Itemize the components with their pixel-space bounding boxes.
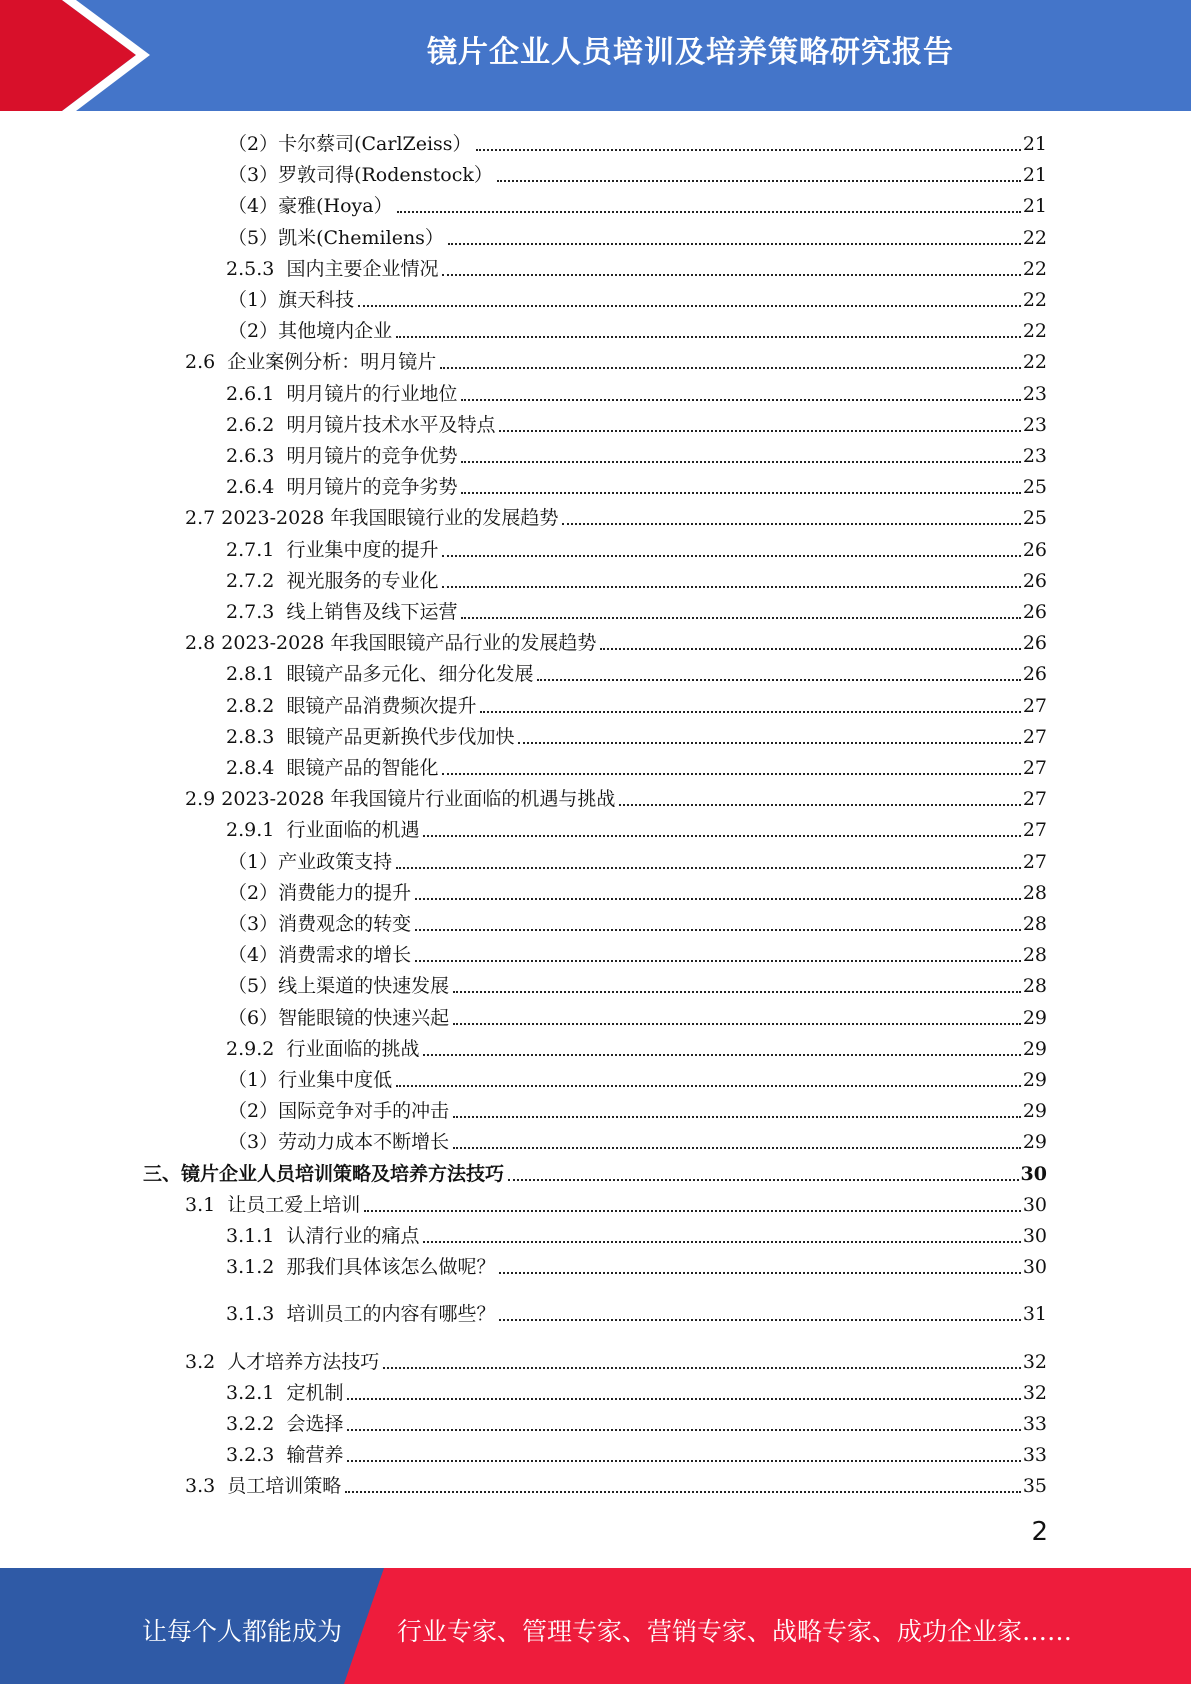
toc-entry-title: 智能眼镜的快速兴起: [278, 1006, 450, 1029]
toc-dot-leader: [480, 711, 1020, 713]
toc-entry-number: 2.8: [185, 632, 222, 655]
toc-entry-title: 让员工爱上培训: [227, 1193, 361, 1216]
toc-entry-title: 眼镜产品更新换代步伐加快: [286, 725, 515, 748]
toc-entry-page: 22: [1022, 257, 1047, 280]
toc-entry-page: 30: [1022, 1193, 1047, 1216]
toc-entry[interactable]: [228, 225, 1047, 251]
toc-entry-page: 30: [1022, 1225, 1047, 1247]
report-title: 镜片企业人员培训及培养策略研究报告: [427, 35, 954, 70]
toc-entry-title: 旗天科技: [278, 289, 355, 311]
toc-dot-leader: [453, 1116, 1021, 1118]
toc-entry[interactable]: [185, 349, 1047, 375]
toc-entry[interactable]: [226, 1442, 1047, 1468]
toc-dot-leader: [448, 243, 1021, 245]
toc-entry-number: 3.1.2: [226, 1256, 287, 1279]
toc-entry-number: 2.6.3: [226, 445, 287, 467]
toc-entry-number: 3.1.1: [226, 1225, 287, 1247]
toc-entry-number: （2）: [228, 133, 279, 155]
toc-entry-page: 30: [1022, 1256, 1047, 1279]
toc-entry-title: 眼镜产品多元化、细分化发展: [286, 663, 534, 686]
toc-entry-page: 26: [1022, 601, 1047, 623]
toc-dot-leader: [345, 1491, 1021, 1493]
toc-dot-leader: [499, 1272, 1020, 1274]
toc-entry-page: 23: [1022, 382, 1047, 405]
toc-dot-leader: [442, 773, 1020, 775]
toc-entry[interactable]: [228, 1005, 1047, 1031]
toc-entry-title: 会选择: [286, 1413, 344, 1435]
toc-entry-page: 33: [1022, 1444, 1047, 1467]
toc-entry-title: 眼镜产品消费频次提升: [286, 694, 477, 717]
toc-entry-number: 2.6.1: [226, 382, 287, 405]
toc-entry[interactable]: [226, 1254, 1047, 1280]
toc-entry[interactable]: [226, 599, 1047, 625]
toc-entry[interactable]: [226, 755, 1047, 781]
toc-entry-page: 22: [1022, 226, 1047, 249]
toc-entry-page: 25: [1022, 507, 1047, 530]
toc-entry-number: 2.8.2: [226, 694, 287, 717]
toc-entry[interactable]: [143, 1161, 1047, 1187]
toc-entry[interactable]: [185, 630, 1047, 656]
toc-entry[interactable]: [228, 162, 1047, 188]
toc-entry-title: 行业面临的机遇: [286, 819, 420, 842]
toc-entry-title: 产业政策支持: [278, 850, 393, 873]
toc-entry-number: 2.5.3: [226, 257, 287, 280]
toc-entry-title: 劳动力成本不断增长: [278, 1131, 450, 1154]
toc-dot-leader: [383, 1367, 1021, 1369]
toc-entry-page: 33: [1022, 1413, 1047, 1435]
toc-entry[interactable]: [226, 568, 1047, 594]
toc-entry-number: 2.8.4: [226, 757, 287, 779]
toc-entry-number: 3.1.3: [226, 1303, 287, 1326]
toc-entry-page: 21: [1022, 133, 1047, 155]
toc-entry-page: 27: [1022, 850, 1047, 873]
toc-dot-leader: [415, 929, 1021, 931]
toc-entry-page: 28: [1022, 944, 1047, 967]
toc-entry[interactable]: [228, 911, 1047, 937]
toc-entry-number: 2.9.2: [226, 1037, 287, 1060]
toc-dot-leader: [347, 1398, 1020, 1400]
toc-entry[interactable]: [226, 1380, 1047, 1406]
toc-entry-number: （4）: [228, 944, 279, 967]
toc-entry[interactable]: [228, 318, 1047, 344]
toc-entry-number: 2.7.2: [226, 569, 287, 592]
toc-entry-number: （2）: [228, 320, 279, 343]
toc-entry[interactable]: [226, 1411, 1047, 1437]
toc-dot-leader: [537, 679, 1020, 681]
toc-entry-number: （2）: [228, 881, 279, 904]
toc-dot-leader: [396, 336, 1021, 338]
toc-dot-leader: [442, 555, 1020, 557]
toc-entry-title: 行业集中度低: [278, 1069, 393, 1091]
toc-dot-leader: [600, 648, 1020, 650]
toc-dot-leader: [347, 1460, 1020, 1462]
toc-entry-page: 23: [1022, 445, 1047, 467]
toc-dot-leader: [347, 1429, 1020, 1431]
toc-entry-page: 29: [1022, 1069, 1047, 1091]
toc-entry[interactable]: [226, 1301, 1047, 1327]
toc-entry-title: 2023-2028 年我国眼镜行业的发展趋势: [221, 507, 559, 530]
toc-entry-number: 3.1: [185, 1193, 228, 1216]
toc-entry-title: 2023-2028 年我国镜片行业面临的机遇与挑战: [221, 788, 616, 811]
toc-dot-leader: [476, 149, 1021, 151]
toc-dot-leader: [396, 867, 1021, 869]
toc-dot-leader: [461, 492, 1020, 494]
toc-dot-leader: [453, 1023, 1021, 1025]
toc-entry-page: 27: [1022, 757, 1047, 779]
toc-entry[interactable]: [185, 786, 1047, 812]
toc-entry-page: 32: [1022, 1381, 1047, 1404]
toc-entry[interactable]: [226, 412, 1047, 438]
toc-entry-number: 3.2.1: [226, 1381, 287, 1404]
toc-entry-page: 30: [1020, 1162, 1047, 1185]
toc-entry-title: 那我们具体该怎么做呢？: [286, 1256, 496, 1279]
toc-dot-leader: [415, 960, 1021, 962]
toc-entry-title: 人才培养方法技巧: [227, 1350, 380, 1373]
toc-entry-number: （5）: [228, 226, 279, 249]
toc-entry-number: 2.8.3: [226, 725, 287, 748]
toc-entry[interactable]: [185, 1349, 1047, 1375]
toc-entry-number: 2.6.4: [226, 476, 287, 499]
toc-entry[interactable]: [226, 724, 1047, 750]
toc-entry-title: 2023-2028 年我国眼镜产品行业的发展趋势: [221, 632, 597, 655]
toc-entry-title: 消费需求的增长: [278, 944, 412, 967]
toc-entry-title: 输营养: [286, 1444, 344, 1467]
toc-entry[interactable]: [228, 849, 1047, 875]
toc-entry-page: 28: [1022, 913, 1047, 935]
toc-entry-title: 明月镜片技术水平及特点: [286, 413, 496, 436]
toc-entry-title: 卡尔蔡司(CarlZeiss）: [278, 133, 472, 155]
toc-dot-leader: [423, 1241, 1020, 1243]
toc-entry[interactable]: [228, 193, 1047, 219]
footer-slogan-right: 行业专家、管理专家、营销专家、战略专家、成功企业家……: [397, 1617, 1073, 1646]
toc-entry-title: 明月镜片的行业地位: [286, 382, 458, 405]
toc-dot-leader: [423, 835, 1020, 837]
toc-entry-page: 21: [1022, 164, 1047, 187]
toc-entry-title: 明月镜片的竞争劣势: [286, 476, 458, 499]
toc-entry-page: 29: [1022, 1006, 1047, 1029]
toc-entry-page: 32: [1022, 1350, 1047, 1373]
toc-entry-number: （2）: [228, 1100, 279, 1123]
toc-dot-leader: [508, 1179, 1019, 1181]
toc-entry-page: 29: [1022, 1100, 1047, 1123]
toc-entry-page: 25: [1022, 476, 1047, 499]
toc-entry-page: 27: [1022, 788, 1047, 811]
toc-entry-page: 35: [1022, 1475, 1047, 1498]
toc-entry-number: 3.2: [185, 1350, 228, 1373]
toc-dot-leader: [518, 742, 1020, 744]
toc-entry-page: 26: [1022, 569, 1047, 592]
toc-entry[interactable]: [228, 942, 1047, 968]
toc-entry-page: 27: [1022, 819, 1047, 842]
toc-dot-leader: [442, 586, 1020, 588]
toc-entry-title: 消费观念的转变: [278, 913, 412, 935]
toc-entry-title: 视光服务的专业化: [286, 569, 439, 592]
toc-dot-leader: [415, 898, 1021, 900]
toc-entry-page: 27: [1022, 725, 1047, 748]
page-header: [0, 0, 1191, 111]
toc-entry[interactable]: [226, 1223, 1047, 1249]
toc-entry[interactable]: [228, 287, 1047, 313]
page-footer: [0, 1568, 1191, 1684]
toc-entry[interactable]: [185, 1192, 1047, 1218]
toc-entry-title: 企业案例分析：明月镜片: [227, 351, 437, 374]
toc-entry-number: （1）: [228, 850, 279, 873]
toc-entry[interactable]: [226, 661, 1047, 687]
toc-dot-leader: [499, 1319, 1020, 1321]
toc-entry[interactable]: [228, 131, 1047, 157]
toc-entry-number: 2.6: [185, 351, 228, 374]
toc-dot-leader: [442, 274, 1020, 276]
toc-entry[interactable]: [226, 817, 1047, 843]
toc-entry-title: 行业面临的挑战: [286, 1037, 420, 1060]
toc-entry-page: 29: [1022, 1037, 1047, 1060]
toc-entry-title: 镜片企业人员培训策略及培养方法技巧: [181, 1162, 505, 1185]
toc-entry-title: 明月镜片的竞争优势: [286, 445, 458, 467]
toc-entry-number: 2.9.1: [226, 819, 287, 842]
toc-entry-number: （3）: [228, 164, 279, 187]
toc-dot-leader: [358, 305, 1021, 307]
toc-entry-title: 线上渠道的快速发展: [278, 975, 450, 998]
toc-dot-leader: [453, 991, 1021, 993]
toc-entry-page: 23: [1022, 413, 1047, 436]
toc-entry-number: 2.7.3: [226, 601, 287, 623]
toc-entry-number: （1）: [228, 289, 279, 311]
toc-dot-leader: [461, 399, 1020, 401]
toc-entry[interactable]: [226, 443, 1047, 469]
toc-dot-leader: [619, 804, 1020, 806]
toc-entry-page: 27: [1022, 694, 1047, 717]
toc-entry[interactable]: [185, 1473, 1047, 1499]
toc-dot-leader: [461, 461, 1020, 463]
toc-entry-title: 员工培训策略: [227, 1475, 342, 1498]
toc-dot-leader: [440, 367, 1021, 369]
toc-entry-number: 3.3: [185, 1475, 228, 1498]
toc-entry[interactable]: [226, 1036, 1047, 1062]
toc-entry-title: 罗敦司得(Rodenstock）: [278, 164, 493, 187]
toc-entry-page: 29: [1022, 1131, 1047, 1154]
toc-dot-leader: [396, 1085, 1021, 1087]
toc-entry-title: 眼镜产品的智能化: [286, 757, 439, 779]
toc-entry[interactable]: [226, 474, 1047, 500]
toc-dot-leader: [499, 430, 1020, 432]
toc-entry-title: 国内主要企业情况: [286, 257, 439, 280]
toc-entry-page: 26: [1022, 632, 1047, 655]
toc-entry-title: 培训员工的内容有哪些？: [286, 1303, 496, 1326]
toc-entry-page: 26: [1022, 538, 1047, 561]
toc-dot-leader: [397, 211, 1021, 213]
toc-entry-number: （4）: [228, 195, 279, 218]
toc-entry-number: 3.2.3: [226, 1444, 287, 1467]
toc-entry-number: 2.9: [185, 788, 222, 811]
toc-entry-page: 31: [1022, 1303, 1047, 1326]
toc-entry-title: 认清行业的痛点: [286, 1225, 420, 1247]
toc-entry[interactable]: [228, 973, 1047, 999]
toc-entry[interactable]: [228, 880, 1047, 906]
toc-entry-number: （1）: [228, 1069, 279, 1091]
toc-entry-title: 其他境内企业: [278, 320, 393, 343]
toc-entry-title: 豪雅(Hoya）: [278, 195, 393, 218]
toc-entry-number: （3）: [228, 913, 279, 935]
toc-entry-number: （6）: [228, 1006, 279, 1029]
toc-entry[interactable]: [185, 505, 1047, 531]
toc-entry-number: （5）: [228, 975, 279, 998]
page-number: 2: [1031, 1517, 1048, 1547]
toc-entry-number: 2.7.1: [226, 538, 287, 561]
toc-entry[interactable]: [226, 537, 1047, 563]
toc-entry[interactable]: [228, 1098, 1047, 1124]
toc-dot-leader: [497, 180, 1021, 182]
toc-dot-leader: [423, 1054, 1020, 1056]
toc-dot-leader: [453, 1147, 1021, 1149]
toc-entry-title: 线上销售及线下运营: [286, 601, 458, 623]
toc-entry[interactable]: [226, 381, 1047, 407]
toc-entry[interactable]: [228, 1067, 1047, 1093]
toc-entry-page: 28: [1022, 881, 1047, 904]
toc-entry-page: 22: [1022, 351, 1047, 374]
toc-entry-title: 消费能力的提升: [278, 881, 412, 904]
toc-dot-leader: [562, 523, 1020, 525]
toc-dot-leader: [461, 617, 1020, 619]
toc-entry[interactable]: [226, 693, 1047, 719]
toc-entry-number: 三、: [143, 1162, 182, 1185]
toc-entry-page: 21: [1022, 195, 1047, 218]
toc-entry[interactable]: [226, 256, 1047, 282]
header-arrow-decoration: [0, 0, 200, 111]
toc-entry-page: 28: [1022, 975, 1047, 998]
toc-entry-title: 凯米(Chemilens）: [278, 226, 444, 249]
toc-entry-number: 2.8.1: [226, 663, 287, 686]
toc-entry-page: 26: [1022, 663, 1047, 686]
toc-dot-leader: [364, 1210, 1021, 1212]
toc-entry-title: 定机制: [286, 1381, 344, 1404]
toc-entry-title: 国际竞争对手的冲击: [278, 1100, 450, 1123]
toc-entry-number: 2.6.2: [226, 413, 287, 436]
toc-entry-title: 行业集中度的提升: [286, 538, 439, 561]
toc-entry-number: （3）: [228, 1131, 279, 1154]
toc-entry-page: 22: [1022, 320, 1047, 343]
footer-slogan-left: 让每个人都能成为: [142, 1617, 343, 1646]
toc-entry-number: 3.2.2: [226, 1413, 287, 1435]
toc-entry[interactable]: [228, 1129, 1047, 1155]
toc-entry-number: 2.7: [185, 507, 222, 530]
toc-entry-page: 22: [1022, 289, 1047, 311]
